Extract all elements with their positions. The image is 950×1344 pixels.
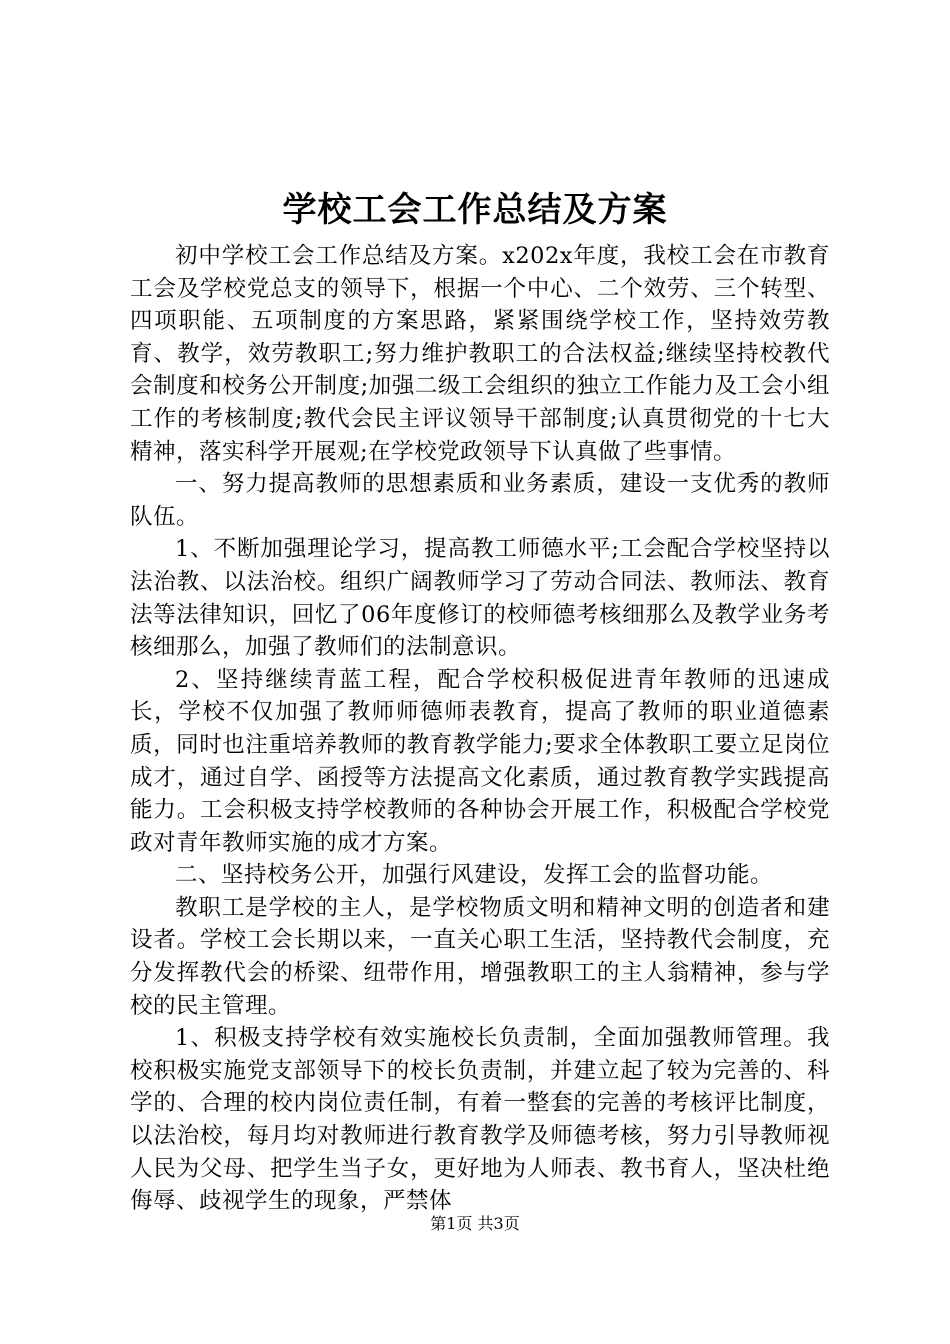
paragraph-section-2-heading: 二、坚持校务公开，加强行风建设，发挥工会的监督功能。 — [175, 862, 774, 889]
paragraph-section-1-heading: 一、努力提高教师的思想素质和业务素质，建设一支优秀的教师队伍。 — [130, 471, 830, 530]
paragraph-section-1-item-1: 1、不断加强理论学习，提高教工师德水平;工会配合学校坚持以法治教、以法治校。组织广阔教师学习了劳动合同法、教师法、教育法等法律知识，回忆了06年度修订的校师德考核细那么及教学业务考核细那么，加强了教师们的法制意识。 — [130, 536, 830, 661]
page-number-footer: 第1页 共3页 — [430, 1214, 520, 1233]
paragraph-section-1-item-2: 2、坚持继续青蓝工程，配合学校积极促进青年教师的迅速成长，学校不仅加强了教师师德师表教育，提高了教师的职业道德素质，同时也注重培养教师的教育教学能力;要求全体教职工要立足岗位成才，通过自学、函授等方法提高文化素质，通过教育教学实践提高能力。工会积极支持学校教师的各种协会开展工作，积极配合学校党政对青年教师实施的成才方案。 — [130, 666, 830, 856]
document-title: 学校工会工作总结及方案 — [282, 190, 668, 230]
document-body — [130, 240, 830, 1218]
paragraph-intro: 初中学校工会工作总结及方案。x202x年度，我校工会在市教育工会及学校党总支的领导下，根据一个中心、二个效劳、三个转型、四项职能、五项制度的方案思路，紧紧围绕学校工作，坚持效劳教育、教学，效劳教职工;努力维护教职工的合法权益;继续坚持校教代会制度和校务公开制度;加强二级工会组织的独立工作能力及工会小组工作的考核制度;教代会民主评议领导干部制度;认真贯彻党的十七大精神，落实科学开展观;在学校党政领导下认真做了些事情。 — [130, 243, 830, 465]
paragraph-section-2-item-1: 1、积极支持学校有效实施校长负责制，全面加强教师管理。我校积极实施党支部领导下的校长负责制，并建立起了较为完善的、科学的、合理的校内岗位责任制，有着一整套的完善的考核评比制度，以法治校，每月均对教师进行教育教学及师德考核，努力引导教师视人民为父母、把学生当子女，更好地为人师表、教书育人，坚决杜绝侮辱、歧视学生的现象，严禁体 — [130, 1025, 830, 1215]
paragraph-section-2-intro: 教职工是学校的主人，是学校物质文明和精神文明的创造者和建设者。学校工会长期以来，一直关心职工生活，坚持教代会制度，充分发挥教代会的桥梁、纽带作用，增强教职工的主人翁精神，参与学校的民主管理。 — [130, 894, 830, 1019]
